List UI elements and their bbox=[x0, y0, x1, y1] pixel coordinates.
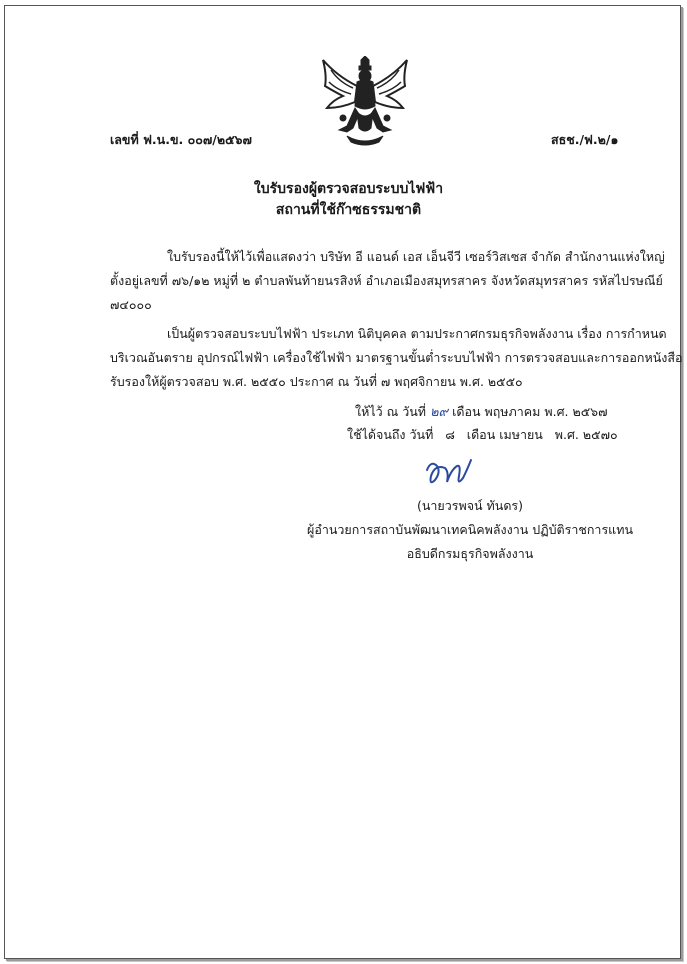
garuda-emblem-icon bbox=[317, 56, 413, 148]
body-line: ใบรับรองนี้ให้ไว้เพื่อแสดงว่า บริษัท อี แอนด์ เอส เอ็นจีวี เซอร์วิสเซส จำกัด สำนักงานแห่งใหญ่ bbox=[167, 249, 665, 264]
issue-date-prefix: ให้ไว้ ณ วันที่ bbox=[355, 404, 426, 419]
signatory-block bbox=[305, 496, 635, 576]
body-line: รับรองให้ผู้ตรวจสอบ พ.ศ. ๒๕๕๐ ประกาศ ณ วันที่ ๗ พฤศจิกายน พ.ศ. ๒๕๕๐ bbox=[110, 374, 523, 389]
issue-date bbox=[355, 401, 608, 422]
body-line: ตั้งอยู่เลขที่ ๗๖/๑๒ หมู่ที่ ๒ ตำบลพันท้ายนรสิงห์ อำเภอเมืองสมุทรสาคร จังหวัดสมุทรสาคร รหัสไปรษณีย์ bbox=[110, 273, 663, 288]
signatory-position: ผู้อำนวยการสถาบันพัฒนาเทคนิคพลังงาน ปฏิบัติราชการแทน bbox=[307, 522, 633, 537]
body-line: เป็นผู้ตรวจสอบระบบไฟฟ้า ประเภท นิติบุคคล ตามประกาศกรมธุรกิจพลังงาน เรื่อง การกำหนด bbox=[167, 326, 667, 341]
reference-number: เลขที่ ฟ.น.ข. ๐๐๗/๒๕๖๗ bbox=[110, 132, 252, 147]
signatory-position-2: อธิบดีกรมธุรกิจพลังงาน bbox=[406, 546, 534, 561]
issue-date-rest: เดือน พฤษภาคม พ.ศ. ๒๕๖๗ bbox=[452, 404, 608, 419]
issue-day-handwritten: ๒๙ bbox=[429, 405, 449, 420]
certificate-title: ใบรับรองผู้ตรวจสอบระบบไฟฟ้า bbox=[253, 181, 444, 197]
form-code: สธช./ฟ.๒/๑ bbox=[551, 132, 619, 147]
valid-until: ใช้ได้จนถึง วันที่ ๘ เดือน เมษายน พ.ศ. ๒๕๗๐ bbox=[347, 427, 618, 442]
body-line: บริเวณอันตราย อุปกรณ์ไฟฟ้า เครื่องใช้ไฟฟ้า มาตรฐานขั้นต่ำระบบไฟฟ้า การตรวจสอบและการออกหนังสือ bbox=[110, 350, 683, 365]
document-page bbox=[4, 5, 681, 959]
signatory-name: (นายวรพจน์ ทันดร) bbox=[416, 498, 524, 513]
body-line: ๗๔๐๐๐ bbox=[110, 297, 152, 312]
signature-icon bbox=[423, 456, 475, 490]
certificate-subtitle: สถานที่ใช้ก๊าซธรรมชาติ bbox=[275, 202, 422, 218]
